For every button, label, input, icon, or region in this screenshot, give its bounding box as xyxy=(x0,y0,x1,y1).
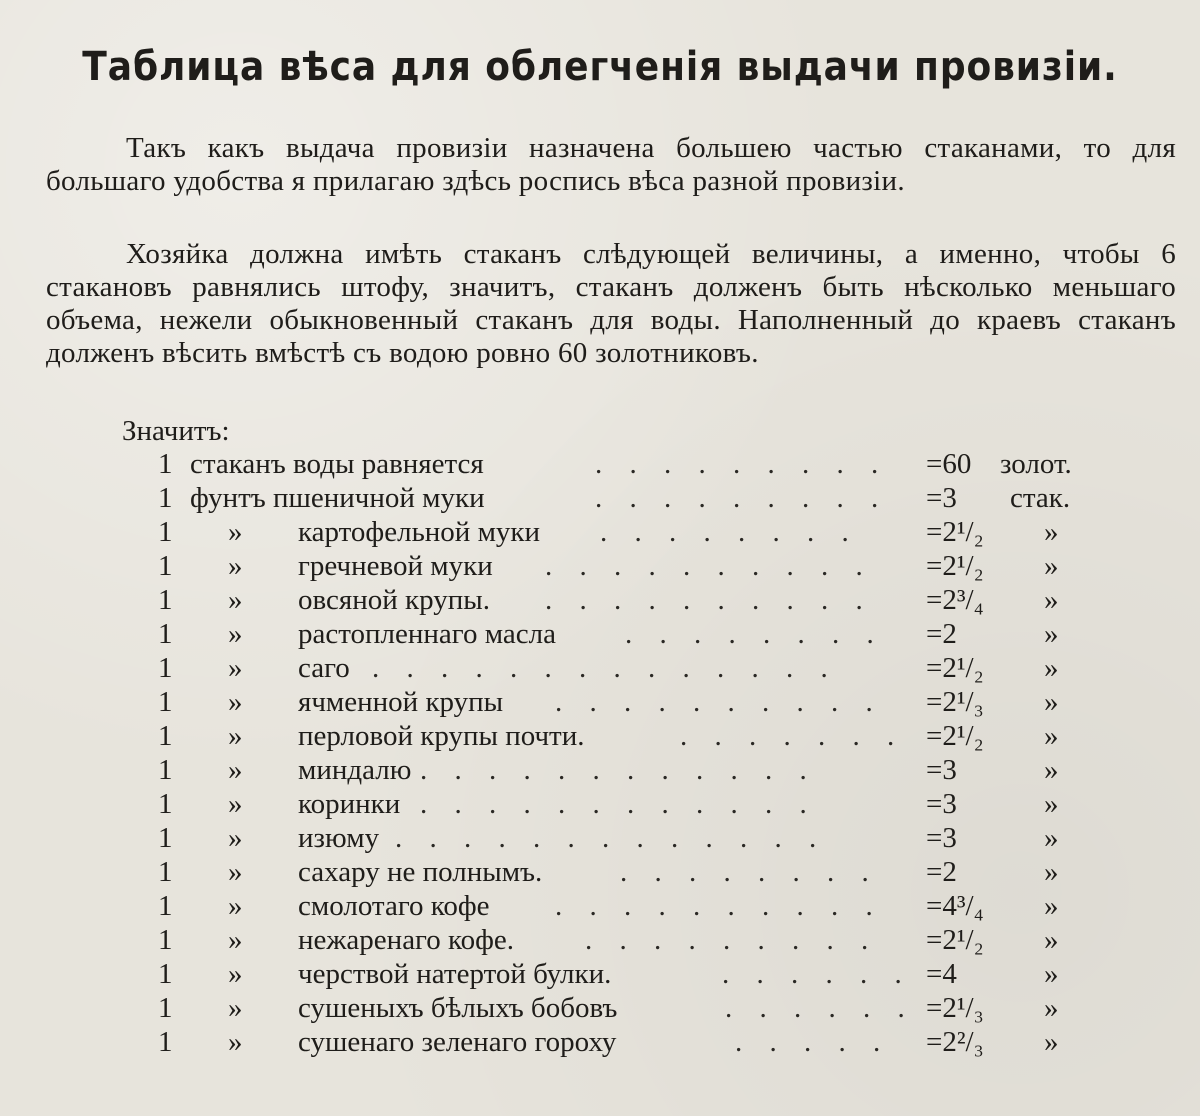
table-row xyxy=(0,923,1200,957)
ditto-unit: » xyxy=(1044,958,1059,990)
row-value: =3 xyxy=(926,482,957,514)
intro-paragraph: Такъ какъ выдача провизіи назначена большею частью стаканами, то для большаго удобства я прилагаю здѣсь роспись вѣса разной провизіи. xyxy=(46,132,1176,197)
row-value: =2¹/₂ xyxy=(926,652,984,684)
row-leader-dots: . . . . . . xyxy=(722,958,912,990)
row-value: =2¹/₂ xyxy=(926,924,984,956)
row-leader-dots: . . . . . . . . . . . . xyxy=(420,788,817,820)
row-item: сушенаго зеленаго гороху xyxy=(298,1026,617,1058)
ditto-mark: » xyxy=(228,924,243,956)
row-count: 1 xyxy=(158,822,173,854)
row-count: 1 xyxy=(158,992,173,1024)
row-item: растопленнаго масла xyxy=(298,618,556,650)
row-leader-dots: . . . . . . . . . . . . . . xyxy=(372,652,838,684)
ditto-mark: » xyxy=(228,992,243,1024)
row-item: овсяной крупы. xyxy=(298,584,490,616)
ditto-mark: » xyxy=(228,1026,243,1058)
row-value: =3 xyxy=(926,822,957,854)
ditto-mark: » xyxy=(228,890,243,922)
row-count: 1 xyxy=(158,890,173,922)
ditto-mark: » xyxy=(228,720,243,752)
row-value: =60 xyxy=(926,448,972,480)
row-count: 1 xyxy=(158,958,173,990)
row-item: изюму xyxy=(298,822,380,854)
row-item: гречневой муки xyxy=(298,550,493,582)
row-count: 1 xyxy=(158,856,173,888)
table-row xyxy=(0,821,1200,855)
row-value: =3 xyxy=(926,754,957,786)
row-count: 1 xyxy=(158,550,173,582)
row-count: 1 xyxy=(158,924,173,956)
table-row xyxy=(0,719,1200,753)
table-row xyxy=(0,787,1200,821)
row-count: 1 xyxy=(158,1026,173,1058)
row-item: стаканъ воды равняется xyxy=(190,448,484,480)
row-item: миндалю xyxy=(298,754,412,786)
row-leader-dots: . . . . . . . . . xyxy=(595,448,889,480)
ditto-unit: » xyxy=(1044,618,1059,650)
table-row xyxy=(0,991,1200,1025)
row-leader-dots: . . . . . . . . . . xyxy=(545,584,873,616)
row-count: 1 xyxy=(158,584,173,616)
ditto-mark: » xyxy=(228,686,243,718)
row-value: =2¹/₃ xyxy=(926,992,984,1024)
ditto-unit: » xyxy=(1044,686,1059,718)
table-row xyxy=(0,957,1200,991)
row-leader-dots: . . . . . . . . xyxy=(600,516,859,548)
row-item: черствой натертой булки. xyxy=(298,958,612,990)
row-item: сушеныхъ бѣлыхъ бобовъ xyxy=(298,992,618,1024)
row-item: картофельной муки xyxy=(298,516,541,548)
ditto-unit: » xyxy=(1044,720,1059,752)
ditto-mark: » xyxy=(228,550,243,582)
table-row xyxy=(0,515,1200,549)
ditto-mark: » xyxy=(228,958,243,990)
table-row xyxy=(0,1025,1200,1059)
ditto-mark: » xyxy=(228,652,243,684)
ditto-unit: » xyxy=(1044,788,1059,820)
row-item: коринки xyxy=(298,788,401,820)
row-leader-dots: . . . . . . . . xyxy=(625,618,884,650)
row-count: 1 xyxy=(158,516,173,548)
row-leader-dots: . . . . . . . . . . xyxy=(545,550,873,582)
ditto-mark: » xyxy=(228,856,243,888)
row-leader-dots: . . . . . . . . . . xyxy=(555,890,883,922)
row-count: 1 xyxy=(158,686,173,718)
ditto-unit: » xyxy=(1044,550,1059,582)
row-item: смолотаго кофе xyxy=(298,890,490,922)
row-leader-dots: . . . . . . . xyxy=(680,720,905,752)
row-item: сахару не полнымъ. xyxy=(298,856,543,888)
row-item: саго xyxy=(298,652,350,684)
row-count: 1 xyxy=(158,448,173,480)
ditto-unit: » xyxy=(1044,754,1059,786)
ditto-unit: » xyxy=(1044,856,1059,888)
table-row xyxy=(0,617,1200,651)
ditto-unit: » xyxy=(1044,992,1059,1024)
ditto-mark: » xyxy=(228,754,243,786)
page-title: Таблица вѣса для облегченія выдачи провизіи. xyxy=(82,44,1118,90)
row-value: =2¹/₃ xyxy=(926,686,984,718)
table-row xyxy=(0,651,1200,685)
row-leader-dots: . . . . . . . . . . . . . xyxy=(395,822,827,854)
row-leader-dots: . . . . . . . . xyxy=(620,856,879,888)
row-count: 1 xyxy=(158,652,173,684)
ditto-mark: » xyxy=(228,584,243,616)
row-leader-dots: . . . . . . . . . . xyxy=(555,686,883,718)
row-value: =2 xyxy=(926,856,957,888)
row-unit: золот. xyxy=(1000,448,1072,480)
ditto-unit: » xyxy=(1044,890,1059,922)
row-value: =2¹/₂ xyxy=(926,516,984,548)
row-value: =4³/₄ xyxy=(926,890,984,922)
table-row xyxy=(0,549,1200,583)
row-leader-dots: . . . . . xyxy=(735,1026,891,1058)
ditto-unit: » xyxy=(1044,652,1059,684)
table-row xyxy=(0,889,1200,923)
row-count: 1 xyxy=(158,482,173,514)
row-item: ячменной крупы xyxy=(298,686,504,718)
row-unit: стак. xyxy=(1010,482,1071,514)
row-leader-dots: . . . . . . . . . . . . xyxy=(420,754,817,786)
ditto-unit: » xyxy=(1044,924,1059,956)
ditto-mark: » xyxy=(228,516,243,548)
row-item: нежаренаго кофе. xyxy=(298,924,515,956)
row-item: фунтъ пшеничной муки xyxy=(190,482,485,514)
row-value: =3 xyxy=(926,788,957,820)
ditto-mark: » xyxy=(228,618,243,650)
row-value: =2 xyxy=(926,618,957,650)
table-row xyxy=(0,855,1200,889)
ditto-unit: » xyxy=(1044,584,1059,616)
row-value: =2¹/₂ xyxy=(926,720,984,752)
row-leader-dots: . . . . . . . . . xyxy=(585,924,879,956)
row-count: 1 xyxy=(158,720,173,752)
row-value: =2³/₄ xyxy=(926,584,984,616)
ditto-unit: » xyxy=(1044,822,1059,854)
row-item: перловой крупы почти. xyxy=(298,720,585,752)
row-value: =2²/₃ xyxy=(926,1026,984,1058)
list-intro: Значитъ: xyxy=(122,415,230,447)
ditto-mark: » xyxy=(228,788,243,820)
table-row xyxy=(0,753,1200,787)
row-count: 1 xyxy=(158,754,173,786)
table-row xyxy=(0,583,1200,617)
ditto-unit: » xyxy=(1044,1026,1059,1058)
table-row xyxy=(0,481,1200,515)
row-value: =2¹/₂ xyxy=(926,550,984,582)
row-leader-dots: . . . . . . xyxy=(725,992,915,1024)
row-count: 1 xyxy=(158,618,173,650)
ditto-unit: » xyxy=(1044,516,1059,548)
row-value: =4 xyxy=(926,958,957,990)
instruction-paragraph: Хозяйка должна имѣть стаканъ слѣдующей величины, а именно, чтобы 6 стакановъ равнялись штофу, значитъ, стаканъ долженъ быть нѣсколько меньшаго объема, нежели обыкновенный стаканъ для воды. Наполненный до краевъ стаканъ долженъ вѣсить вмѣстѣ съ водою ровно 60 золотниковъ. xyxy=(46,238,1176,369)
ditto-mark: » xyxy=(228,822,243,854)
table-row xyxy=(0,685,1200,719)
row-leader-dots: . . . . . . . . . xyxy=(595,482,889,514)
table-row xyxy=(0,447,1200,481)
row-count: 1 xyxy=(158,788,173,820)
